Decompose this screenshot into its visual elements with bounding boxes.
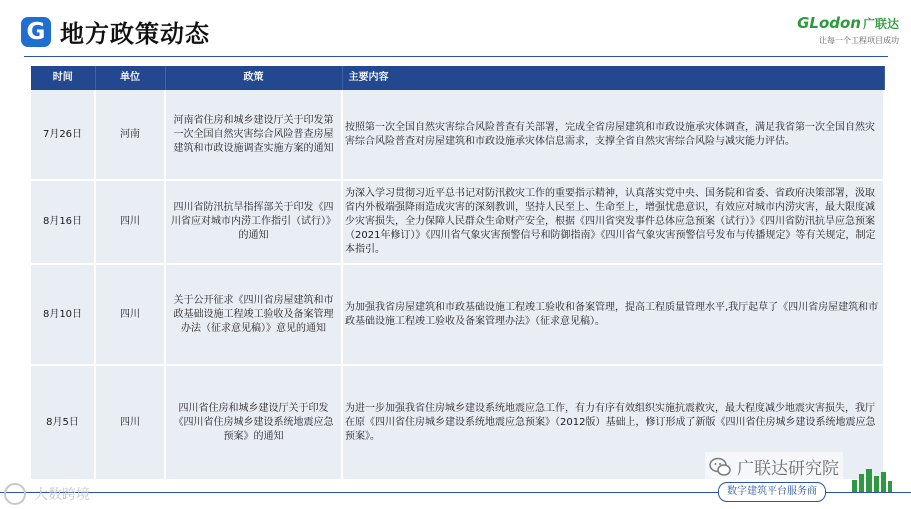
- header-divider: [24, 56, 888, 57]
- cell-unit: 四川: [95, 365, 165, 480]
- cell-time: 8月16日: [31, 180, 95, 264]
- watermark-left: [4, 483, 90, 505]
- policy-table: [31, 66, 885, 481]
- cell-policy: 四川省防汛抗旱指挥部关于印发《四川省应对城市内涝工作指引（试行）》的通知: [165, 180, 342, 264]
- watermark-left-text: 大数跨境: [34, 487, 90, 503]
- cell-content: 按照第一次全国自然灾害综合风险普查有关部署，完成全省房屋建筑和市政设施承灾体调查，满足我省第一次全国自然灾害综合风险普查对房屋建筑和市政设施承灾体信息需求，支撑全省自然灾害综合风险与减灾能力评估。: [342, 90, 884, 180]
- page-title: 地方政策动态: [60, 20, 210, 48]
- column-header-content: 主要内容: [342, 66, 884, 90]
- cell-time: 7月26日: [31, 90, 95, 180]
- brand-slogan: 让每一个工程项目成功: [819, 36, 899, 45]
- column-header-policy: 政策: [165, 66, 342, 90]
- table-row: [31, 90, 884, 180]
- cell-content: 为深入学习贯彻习近平总书记对防汛救灾工作的重要指示精神，认真落实党中央、国务院和省委、省政府决策部署，汲取省内外极端强降雨造成灾害的深刻教训，坚持人民至上、生命至上，增强忧患意识，有效应对城市内涝灾害，最大限度减少灾害损失，全力保障人民群众生命财产安全，根据《四川省突发事件总体应急预案（试行）》《四川省防汛抗旱应急预案（2021年修订）》《四川省气象灾害预警信号和防御指南》《四川省气象灾害预警信号发布与传播规定》等有关规定，制定本指引。: [342, 180, 884, 264]
- city-skyline-icon: [850, 466, 894, 492]
- cell-content: 为进一步加强我省住房城乡建设系统地震应急工作，有力有序有效组织实施抗震救灾，最大程度减少地震灾害损失，我厅在原《四川省住房城乡建设系统地震应急预案》（2012版）基础上，修订形成了新版《四川省住房城乡建设系统地震应急预案》。: [342, 365, 884, 480]
- cell-unit: 四川: [95, 264, 165, 365]
- wechat-icon: [709, 457, 731, 477]
- cell-unit: 四川: [95, 180, 165, 264]
- table-header-row: [31, 66, 884, 90]
- cell-unit: 河南: [95, 90, 165, 180]
- brand-logo: [749, 14, 899, 48]
- brand-latin: GLodon: [797, 14, 861, 32]
- watermark-logo-icon: [4, 483, 26, 505]
- table-row: [31, 264, 884, 365]
- cell-policy: 河南省住房和城乡建设厅关于印发第一次全国自然灾害综合风险普查房屋建筑和市政设施调查实施方案的通知: [165, 90, 342, 180]
- column-header-unit: 单位: [95, 66, 165, 90]
- cell-content: 为加强我省房屋建筑和市政基础设施工程竣工验收和备案管理，提高工程质量管理水平,我厅起草了《四川省房屋建筑和市政基础设施工程竣工验收及备案管理办法》（征求意见稿）。: [342, 264, 884, 365]
- cell-policy: 关于公开征求《四川省房屋建筑和市政基础设施工程竣工验收及备案管理办法（征求意见稿）》意见的通知: [165, 264, 342, 365]
- cell-time: 8月5日: [31, 365, 95, 480]
- column-header-time: 时间: [31, 66, 95, 90]
- watermark-right-text: 广联达研究院: [737, 459, 839, 479]
- watermark-right: [705, 452, 843, 481]
- brand-cn: 广联达: [862, 17, 899, 31]
- cell-policy: 四川省住房和城乡建设厅关于印发《四川省住房城乡建设系统地震应急预案》的通知: [165, 365, 342, 480]
- table-row: [31, 180, 884, 264]
- glodon-logo-icon: G: [21, 17, 51, 47]
- cell-time: 8月10日: [31, 264, 95, 365]
- slide-header: [0, 0, 911, 56]
- footer-tag: 数字建筑平台服务商: [718, 482, 826, 502]
